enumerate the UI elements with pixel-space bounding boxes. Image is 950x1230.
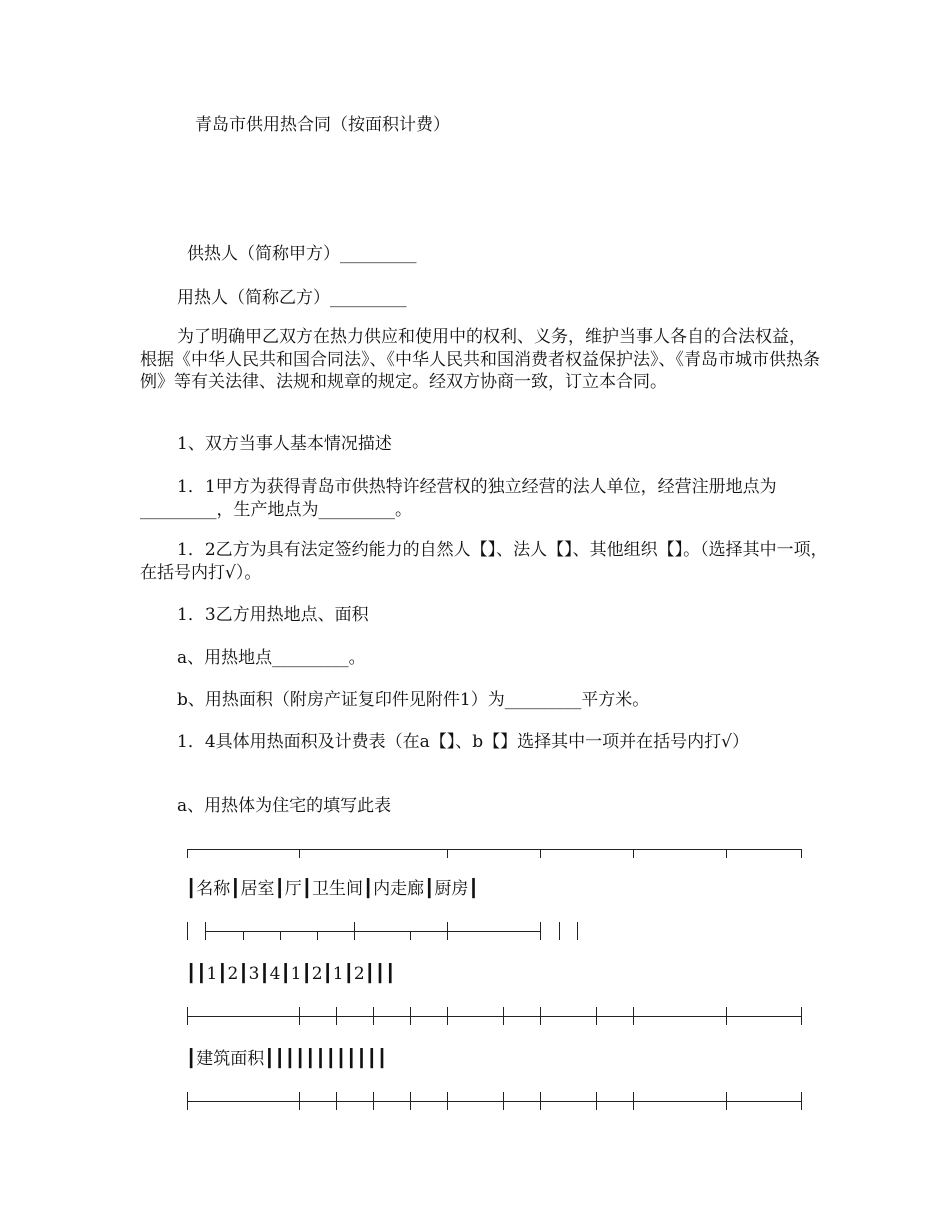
table-area-row: ┃建筑面积┃┃┃┃┃┃┃┃┃┃┃┃ xyxy=(186,1049,388,1069)
table-tick xyxy=(373,1092,374,1110)
table-header-row: ┃名称┃居室┃厅┃卫生间┃内走廊┃厨房┃ xyxy=(186,879,479,899)
table-tick xyxy=(187,849,188,858)
table-top-rule xyxy=(187,849,802,850)
table-bottom-rule xyxy=(187,1101,802,1102)
table-tick xyxy=(447,922,448,940)
table-tick xyxy=(187,1092,188,1110)
table-tick xyxy=(317,931,318,940)
table-tick xyxy=(299,1092,300,1110)
document-title: 青岛市供用热合同（按面积计费） xyxy=(195,115,450,135)
table-tick xyxy=(410,931,411,940)
table-tick xyxy=(540,1092,541,1110)
clause-1-4: 1．4具体用热面积及计费表（在a【】、b【】选择其中一项并在括号内打√） xyxy=(177,732,749,752)
clause-1-3-a: a、用热地点_________。 xyxy=(177,648,366,668)
table-tick xyxy=(354,922,355,940)
table-tick xyxy=(596,1007,597,1025)
table-tick xyxy=(447,849,448,858)
table-tick xyxy=(243,931,244,940)
table-tick xyxy=(801,1007,802,1025)
table-tick xyxy=(410,1007,411,1025)
table-tick xyxy=(205,922,206,940)
table-sub-row: ┃┃1┃2┃3┃4┃1┃2┃1┃2┃┃┃ xyxy=(186,964,396,984)
party-a-line: 供热人（简称甲方）_________ xyxy=(187,244,417,264)
clause-1-4-a: a、用热体为住宅的填写此表 xyxy=(177,796,392,816)
table-tick xyxy=(633,849,634,858)
table-tick xyxy=(726,849,727,858)
table-tick xyxy=(633,1007,634,1025)
table-tick xyxy=(540,849,541,858)
table-tick xyxy=(540,1007,541,1025)
table-tick xyxy=(373,1007,374,1025)
table-tick xyxy=(447,1007,448,1025)
table-tick xyxy=(633,1092,634,1110)
table-tick xyxy=(540,922,541,940)
table-tick xyxy=(503,1092,504,1110)
intro-paragraph: 为了明确甲乙双方在热力供应和使用中的权利、义务，维护当事人各自的合法权益，根据《中华人民共和国合同法》、《中华人民共和国消费者权益保护法》、《青岛市城市供热条例》等有关法律、法规和规章的规定。经双方协商一致，订立本合同。 xyxy=(140,327,820,392)
table-tick xyxy=(299,849,300,858)
clause-1-3-b: b、用热面积（附房产证复印件见附件1）为_________平方米。 xyxy=(177,690,650,710)
table-tick xyxy=(801,849,802,858)
table-tick xyxy=(559,922,560,940)
table-tick xyxy=(726,1092,727,1110)
table-tick xyxy=(596,1092,597,1110)
party-b-line: 用热人（简称乙方）_________ xyxy=(177,288,407,308)
table-tick xyxy=(410,1092,411,1110)
clause-1-2: 1．2乙方为具有法定签约能力的自然人【】、法人【】、其他组织【】。（选择其中一项，在括号内打√）。 xyxy=(140,540,828,583)
section-1-heading: 1、双方当事人基本情况描述 xyxy=(177,434,392,454)
table-tick xyxy=(726,1007,727,1025)
table-tick xyxy=(447,1092,448,1110)
table-tick xyxy=(280,931,281,940)
table-tick xyxy=(299,1007,300,1025)
table-tick xyxy=(187,922,188,940)
table-tick xyxy=(503,1007,504,1025)
table-tick xyxy=(187,1007,188,1025)
table-tick xyxy=(577,922,578,940)
table-tick xyxy=(336,1092,337,1110)
table-sub-rule xyxy=(205,931,540,932)
table-tick xyxy=(336,1007,337,1025)
clause-1-1: 1．1甲方为获得青岛市供热特许经营权的独立经营的法人单位，经营注册地点为_________，生产地点为_________。 xyxy=(140,477,777,520)
table-tick xyxy=(801,1092,802,1110)
clause-1-3: 1．3乙方用热地点、面积 xyxy=(177,605,369,625)
table-mid-rule xyxy=(187,1016,802,1017)
